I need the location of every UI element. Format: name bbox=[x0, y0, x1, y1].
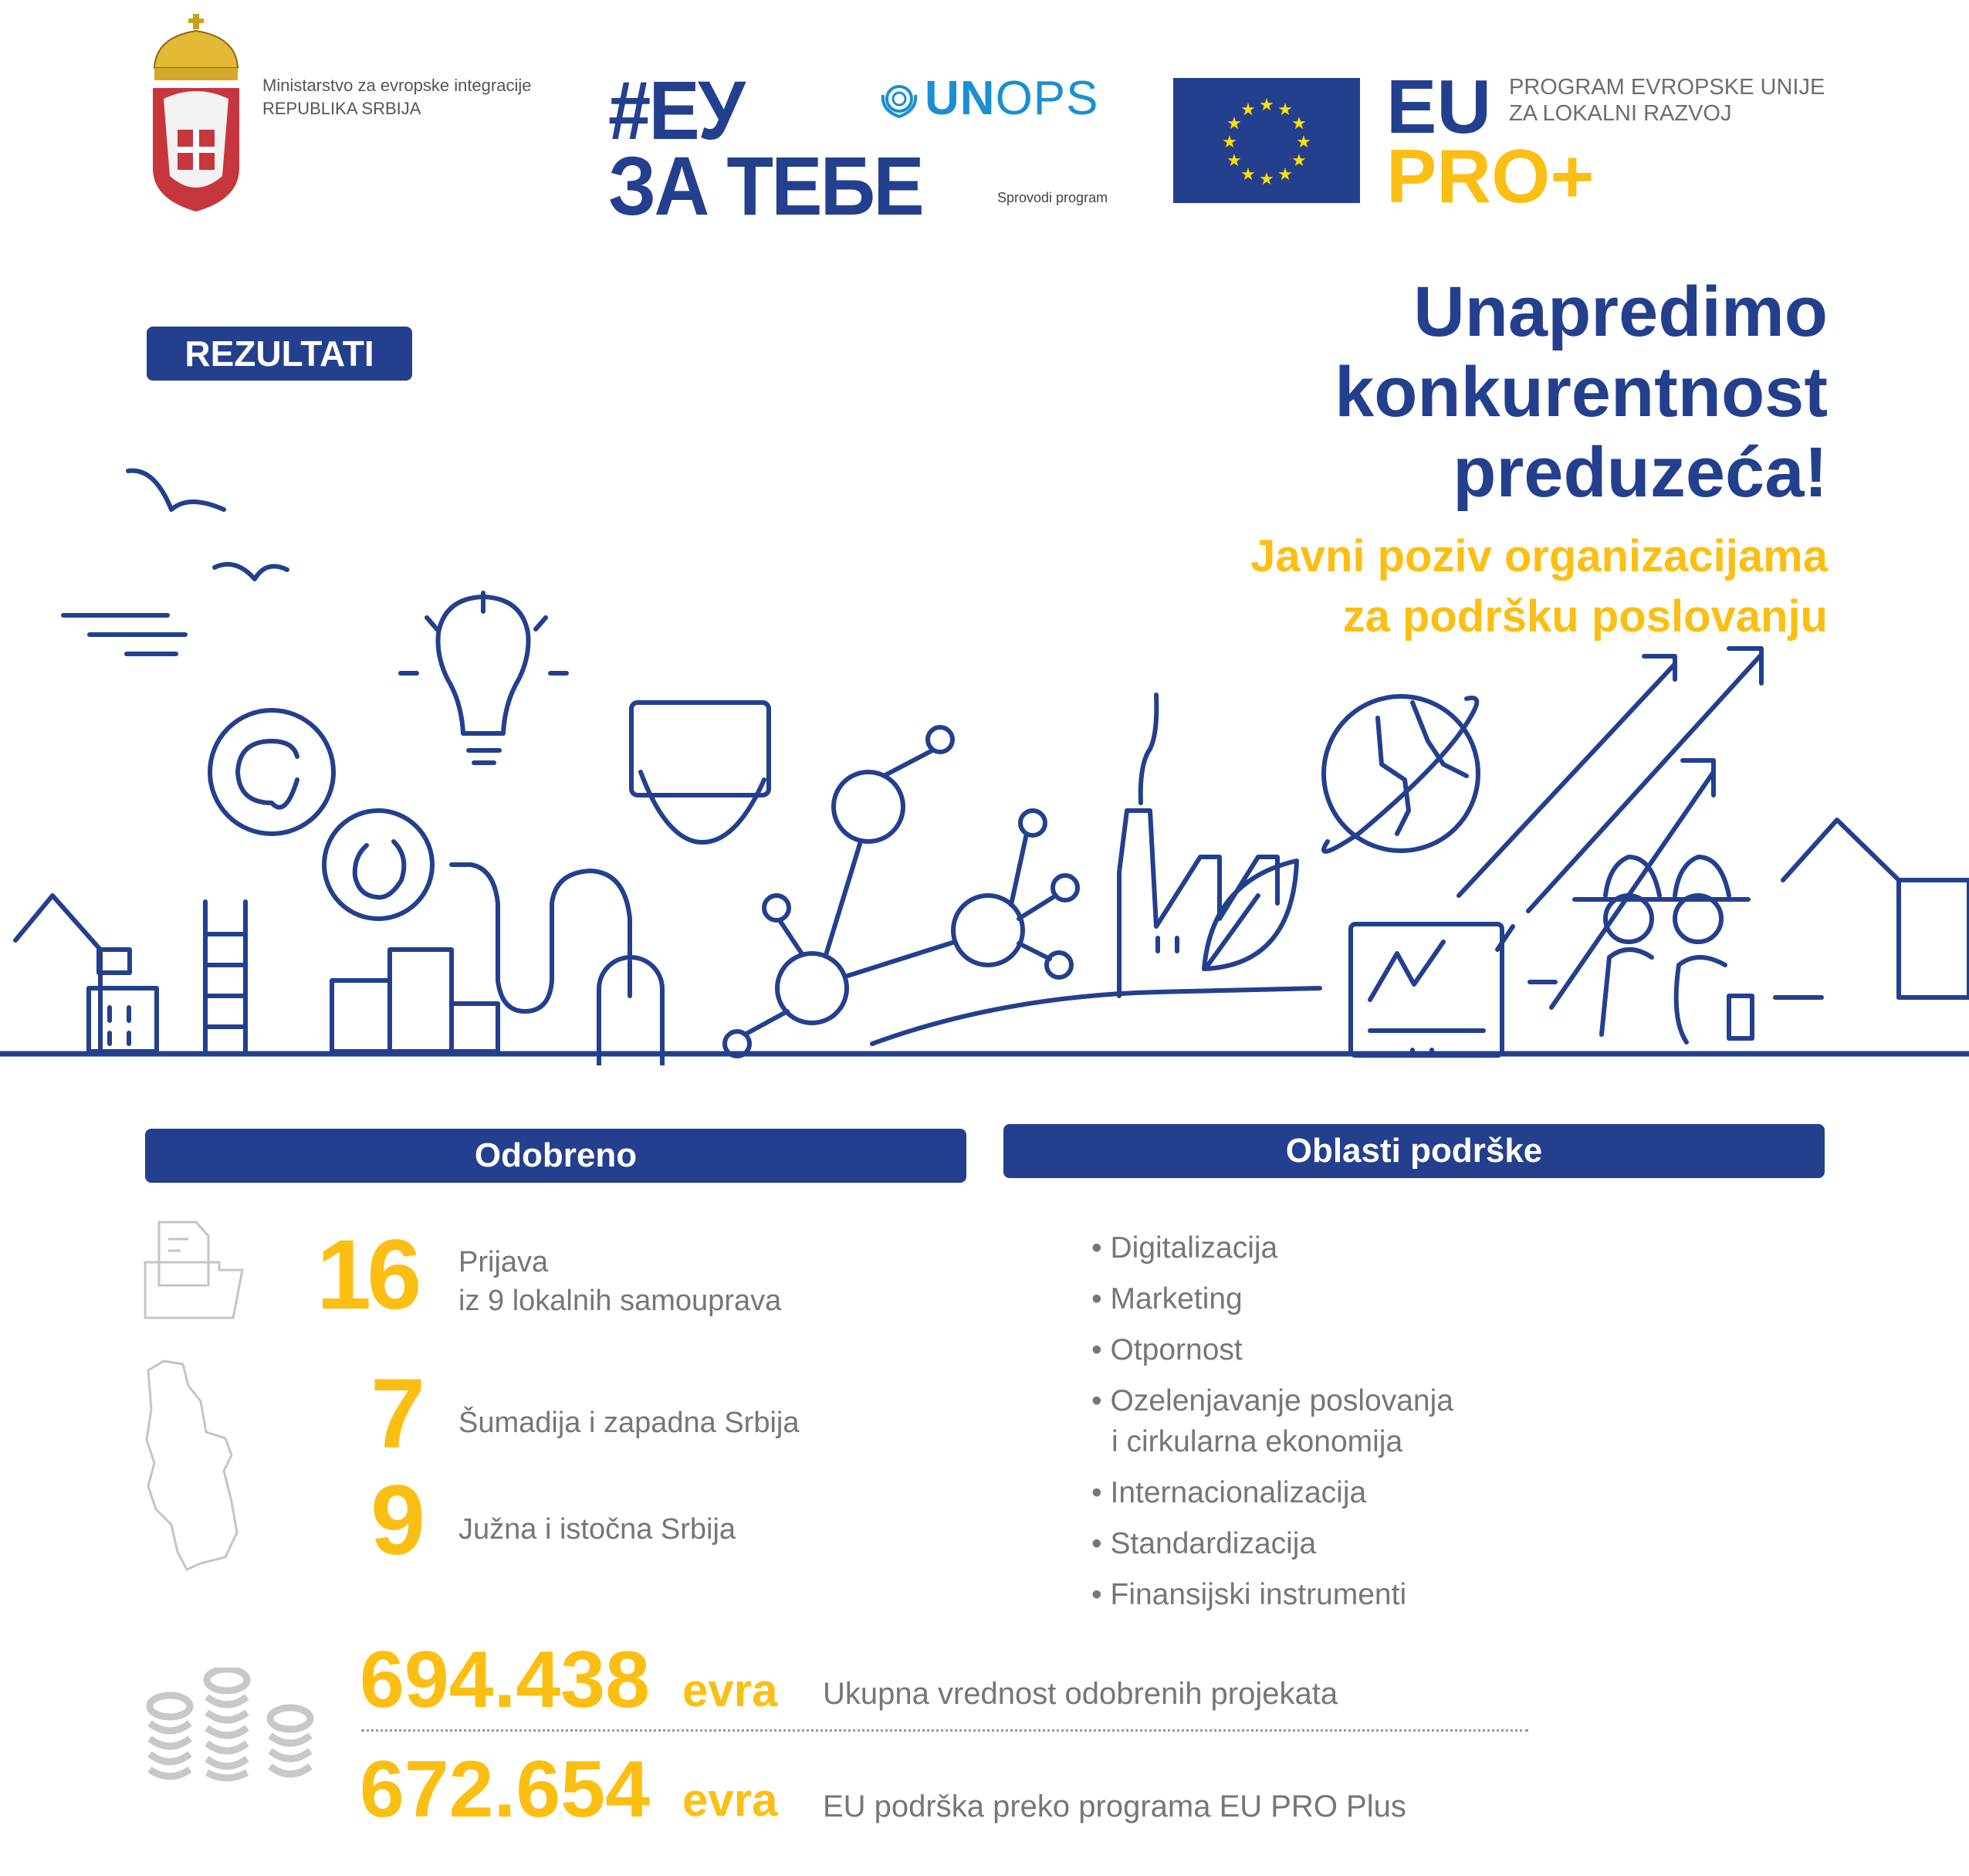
un-emblem-icon bbox=[880, 80, 919, 118]
applications-count: 16 bbox=[316, 1220, 418, 1330]
region-label-west: Šumadija i zapadna Srbija bbox=[458, 1407, 800, 1439]
svg-text:★: ★ bbox=[1226, 151, 1242, 171]
eu-pro-tagline: PROGRAM EVROPSKE UNIJE ZA LOKALNI RAZVOJ bbox=[1509, 75, 1825, 126]
birds-icon bbox=[128, 471, 287, 579]
globe-icon bbox=[1324, 696, 1478, 852]
total-value-label: Ukupna vrednost odobrenih projekata bbox=[823, 1677, 1338, 1711]
lightbulb-icon bbox=[401, 593, 567, 763]
approved-header: Odobreno bbox=[145, 1129, 966, 1183]
house-right-icon bbox=[1775, 820, 1969, 997]
eu-support-label: EU podrška preko programa EU PRO Plus bbox=[823, 1790, 1406, 1824]
applications-label: Prijava iz 9 lokalnih samouprava bbox=[458, 1246, 782, 1317]
list-item: • Standardizacija bbox=[1091, 1523, 1453, 1564]
gears-icon bbox=[210, 710, 432, 919]
svg-text:★: ★ bbox=[1291, 151, 1307, 171]
page-subtitle: Javni poziv organizacijama za podršku poslovanju bbox=[1250, 531, 1828, 642]
coin-stacks-icon bbox=[140, 1668, 320, 1783]
office-buildings-icon bbox=[332, 950, 498, 1051]
svg-text:★: ★ bbox=[1226, 114, 1242, 134]
list-item-continuation: i cirkularna ekonomija bbox=[1111, 1425, 1403, 1458]
svg-text:★: ★ bbox=[1291, 114, 1307, 134]
list-item: • Finansijski instrumenti bbox=[1091, 1574, 1453, 1615]
hill-line bbox=[872, 988, 1320, 1044]
engineers-icon bbox=[1575, 857, 1752, 1042]
region-label-south-east: Južna i istočna Srbija bbox=[458, 1513, 736, 1546]
eu-za-tebe-logo: #ЕУ ЗА ТЕБЕ bbox=[608, 63, 922, 232]
eu-support-unit: evra bbox=[682, 1774, 778, 1826]
support-areas-header: Oblasti podrške bbox=[1003, 1124, 1825, 1178]
dotted-divider bbox=[361, 1729, 1528, 1732]
speed-lines bbox=[63, 615, 185, 654]
svg-text:★: ★ bbox=[1277, 100, 1293, 120]
eu-flag-icon bbox=[1173, 78, 1360, 203]
list-item: • Digitalizacija bbox=[1091, 1228, 1453, 1268]
svg-text:★: ★ bbox=[1259, 170, 1274, 189]
network-icon bbox=[725, 727, 1078, 1056]
svg-text:★: ★ bbox=[1259, 96, 1274, 115]
house-left-icon bbox=[15, 896, 157, 1051]
eu-pro-logo-pro: PRO+ bbox=[1386, 134, 1595, 218]
list-item: • Ozelenjavanje poslovanja bbox=[1091, 1380, 1453, 1421]
ladder-icon bbox=[205, 902, 245, 1051]
unops-logo: UNOPS bbox=[880, 71, 1099, 126]
list-item: • Internacionalizacija bbox=[1091, 1472, 1453, 1513]
list-item: • Marketing bbox=[1091, 1278, 1453, 1319]
monitor-chart-icon bbox=[1351, 924, 1502, 1055]
region-count-west: 7 bbox=[370, 1359, 426, 1469]
svg-text:★: ★ bbox=[1222, 133, 1237, 152]
svg-text:★: ★ bbox=[1240, 100, 1256, 120]
page-title: Unapredimo konkurentnost preduzeća! bbox=[1335, 273, 1828, 512]
list-item: • Otpornost bbox=[1091, 1329, 1453, 1370]
results-badge: REZULTATI bbox=[147, 327, 412, 381]
ministry-name: Ministarstvo za evropske integracije REPUBLIKA SRBIJA bbox=[262, 76, 532, 118]
implementer-caption: Sprovodi program bbox=[997, 190, 1108, 205]
region-count-south-east: 9 bbox=[370, 1465, 426, 1576]
svg-text:★: ★ bbox=[1296, 133, 1311, 152]
handshake-icon bbox=[631, 703, 769, 842]
business-illustration bbox=[0, 432, 1969, 1065]
eu-support-amount: 672.654 bbox=[360, 1745, 650, 1834]
svg-text:★: ★ bbox=[1277, 165, 1293, 185]
serbia-coat-of-arms-icon bbox=[148, 14, 244, 213]
folder-documents-icon bbox=[142, 1216, 247, 1321]
support-areas-list bbox=[1091, 1228, 1453, 1625]
mouse-icon bbox=[452, 865, 662, 1065]
total-value-unit: evra bbox=[682, 1664, 778, 1716]
serbia-map-icon bbox=[140, 1355, 287, 1575]
total-value-amount: 694.438 bbox=[360, 1635, 650, 1725]
svg-text:★: ★ bbox=[1240, 165, 1256, 185]
eu-pro-logo-eu: EU bbox=[1386, 64, 1492, 149]
factory-icon bbox=[1119, 695, 1277, 996]
